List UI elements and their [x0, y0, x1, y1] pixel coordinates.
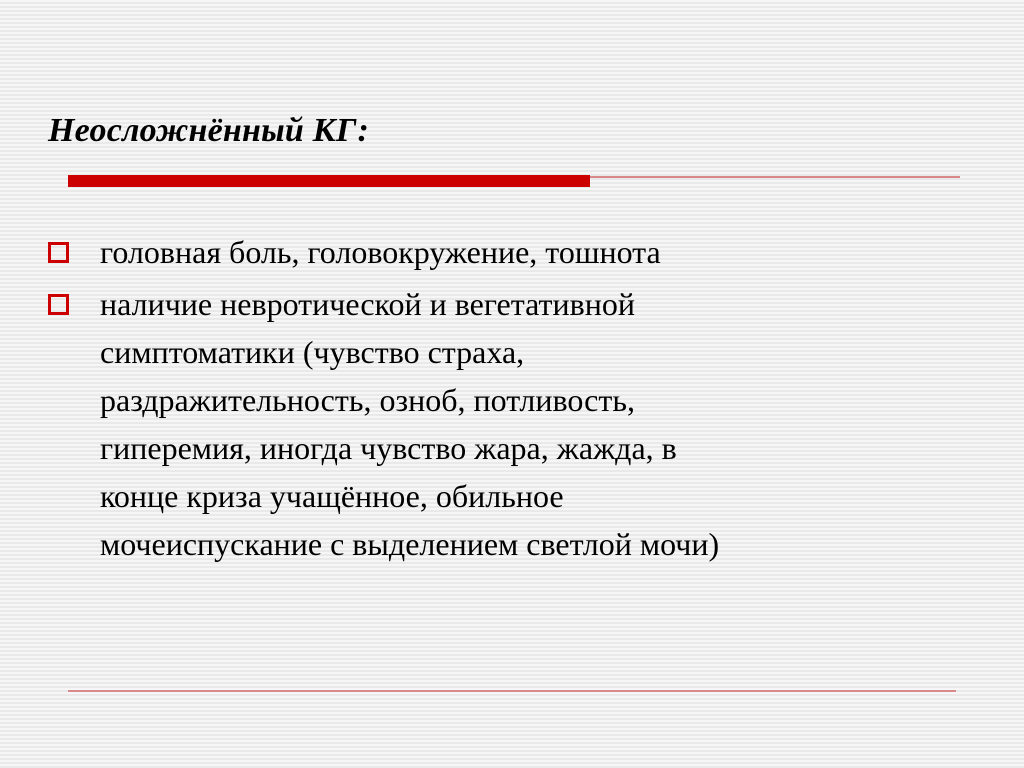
hollow-square-bullet-icon: [48, 242, 69, 263]
slide-title: Неосложнённый КГ:: [48, 112, 370, 149]
bullet-text-line: гиперемия, иногда чувство жара, жажда, в: [100, 430, 677, 466]
bullet-text-line: конце криза учащённое, обильное: [100, 478, 564, 514]
bullet-text-line: наличие невротической и вегетативной: [100, 286, 635, 322]
bullet-item: [48, 228, 948, 276]
footer-divider: [68, 690, 956, 692]
bullet-item: [48, 280, 948, 568]
hollow-square-bullet-icon: [48, 294, 69, 315]
title-underline-thin: [590, 176, 960, 178]
bullet-text-line: мочеиспускание с выделением светлой мочи): [100, 526, 720, 562]
bullet-text-line: симптоматики (чувство страха,: [100, 334, 525, 370]
bullet-text-line: раздражительность, озноб, потливость,: [100, 382, 635, 418]
bullet-list: [48, 228, 948, 572]
bullet-text-line: головная боль, головокружение, тошнота: [100, 234, 661, 270]
title-underline-thick: [68, 175, 590, 187]
